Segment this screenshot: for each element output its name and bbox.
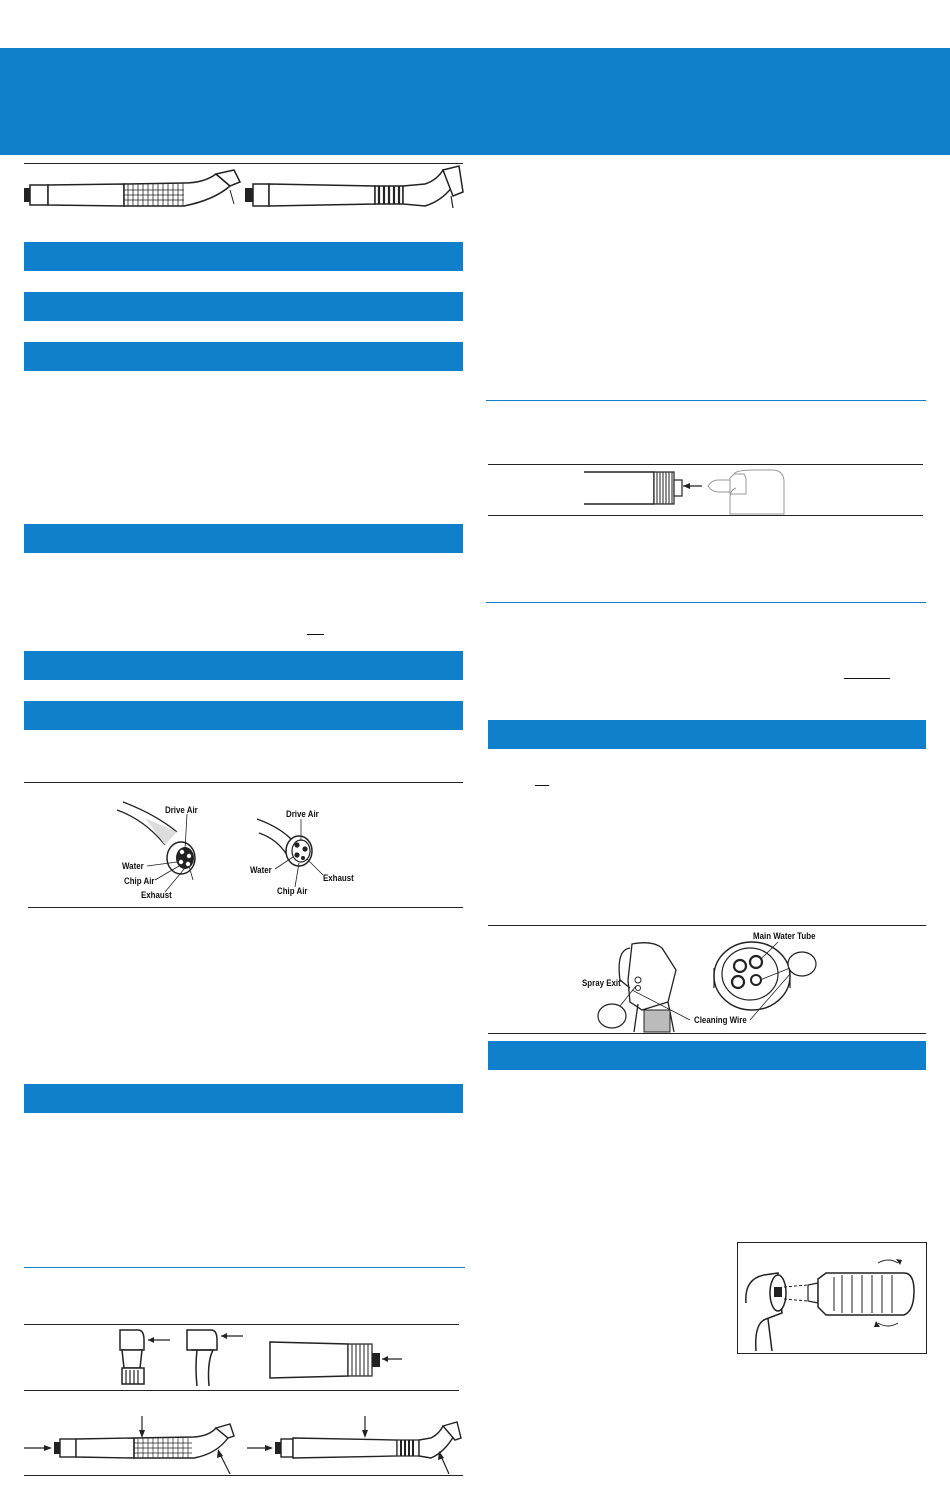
divider-blue bbox=[486, 400, 926, 401]
chuck-tool-figure-box bbox=[737, 1242, 927, 1354]
divider bbox=[24, 1390, 459, 1391]
divider bbox=[24, 163, 463, 164]
underline-mark bbox=[307, 634, 324, 635]
section-header-band-4 bbox=[24, 524, 463, 553]
section-header-band-2 bbox=[24, 292, 463, 321]
divider bbox=[24, 1475, 463, 1476]
label-drive-air: Drive Air bbox=[165, 805, 198, 815]
body-figure bbox=[268, 1338, 403, 1388]
handpiece-illustration-1 bbox=[24, 172, 244, 212]
handpiece-illustration-2 bbox=[245, 172, 463, 212]
section-header-band-9 bbox=[488, 1041, 926, 1070]
handpiece-arrows-2 bbox=[247, 1416, 462, 1476]
label-chip-air: Chip Air bbox=[277, 886, 308, 896]
divider bbox=[488, 925, 926, 926]
label-drive-air: Drive Air bbox=[286, 809, 319, 819]
head-figure-2 bbox=[185, 1328, 245, 1388]
label-cleaning-wire: Cleaning Wire bbox=[694, 1015, 747, 1025]
divider bbox=[24, 1324, 459, 1325]
connector-figure-right bbox=[255, 805, 365, 900]
underline-mark bbox=[844, 678, 890, 679]
section-header-band-8 bbox=[488, 720, 926, 749]
section-header-band-6 bbox=[24, 701, 463, 730]
divider-blue bbox=[24, 1267, 465, 1268]
section-header-band-1 bbox=[24, 242, 463, 271]
divider bbox=[24, 782, 463, 783]
chuck-tool-figure bbox=[738, 1243, 926, 1353]
section-header-band-3 bbox=[24, 342, 463, 371]
underline-mark bbox=[535, 785, 549, 786]
divider-blue bbox=[486, 602, 926, 603]
head-figure-1 bbox=[112, 1328, 172, 1388]
section-header-band-5 bbox=[24, 651, 463, 680]
divider bbox=[28, 907, 463, 908]
label-water: Water bbox=[250, 865, 272, 875]
section-header-band-7 bbox=[24, 1084, 463, 1113]
divider bbox=[488, 464, 923, 465]
label-spray-exit: Spray Exit bbox=[582, 978, 621, 988]
label-main-water-tube: Main Water Tube bbox=[753, 931, 816, 941]
divider bbox=[488, 1033, 926, 1034]
handpiece-arrows-1 bbox=[24, 1416, 239, 1476]
label-exhaust: Exhaust bbox=[141, 890, 172, 900]
label-exhaust: Exhaust bbox=[323, 873, 354, 883]
label-water: Water bbox=[122, 861, 144, 871]
divider bbox=[488, 515, 923, 516]
header-bar bbox=[0, 48, 950, 155]
label-chip-air: Chip Air bbox=[124, 876, 155, 886]
lubrication-figure bbox=[584, 468, 794, 514]
